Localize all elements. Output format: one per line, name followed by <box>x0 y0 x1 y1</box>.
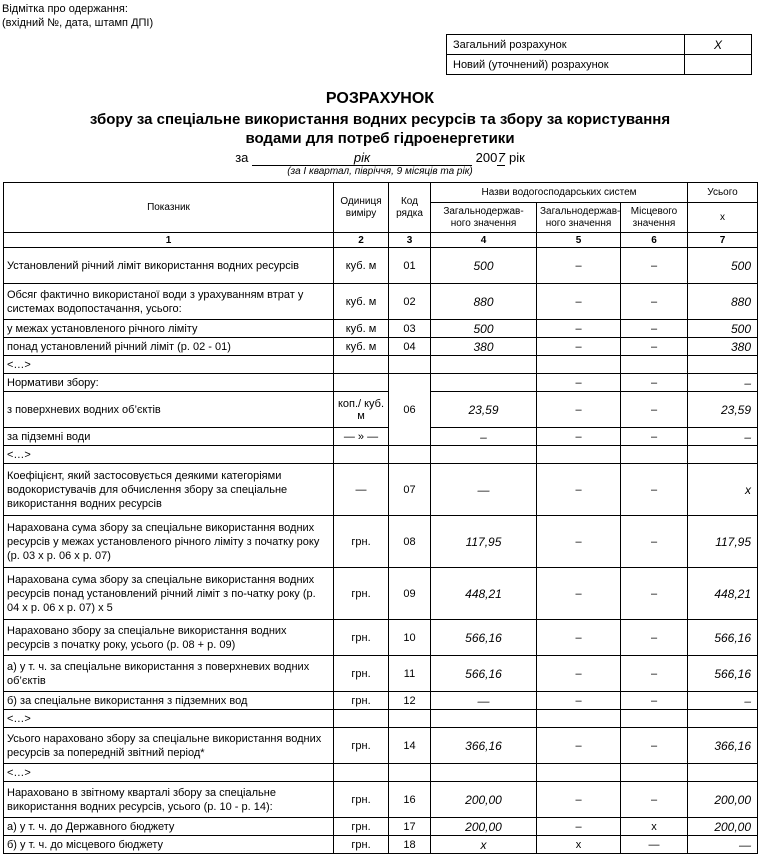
row-label: у межах установленого річного ліміту <box>4 320 334 338</box>
period-prefix: за <box>235 150 249 165</box>
row-value-national[interactable]: 448,21 <box>431 568 537 620</box>
row-code: 17 <box>389 818 431 836</box>
table-row <box>4 710 758 728</box>
table-row <box>4 284 758 320</box>
row-unit: куб. м <box>334 320 389 338</box>
row-label: Нараховано збору за спеціальне використання водних ресурсів з початку року, усього (р. 08 + р. 09) <box>4 620 334 656</box>
row-value-general[interactable]: – <box>537 248 621 284</box>
table-row <box>4 764 758 782</box>
row-code: 09 <box>389 568 431 620</box>
table-row <box>4 428 758 446</box>
row-value-total[interactable]: 880 <box>688 284 758 320</box>
row-code: 14 <box>389 728 431 764</box>
row-unit: — <box>334 464 389 516</box>
calculation-type-table <box>446 34 752 75</box>
general-calc-label: Загальний розрахунок <box>447 35 685 55</box>
table-row <box>4 692 758 710</box>
row-code: 12 <box>389 692 431 710</box>
row-value-general[interactable]: – <box>537 728 621 764</box>
row-code <box>389 356 431 374</box>
row-value-national[interactable]: — <box>431 692 537 710</box>
row-code: 04 <box>389 338 431 356</box>
row-value-general[interactable]: – <box>537 620 621 656</box>
col-number: 2 <box>334 233 389 248</box>
row-label: за підземні води <box>4 428 334 446</box>
row-value-total[interactable] <box>688 710 758 728</box>
receipt-mark-line2: (вхідний №, дата, штамп ДПІ) <box>2 17 154 29</box>
column-numbers-row <box>4 233 758 248</box>
row-value-general[interactable]: х <box>537 836 621 854</box>
row-label: б) за спеціальне використання з підземних вод <box>4 692 334 710</box>
row-code: 08 <box>389 516 431 568</box>
header-code: Код рядка <box>389 183 431 233</box>
row-unit: коп./ куб. м <box>334 392 389 428</box>
row-value-total[interactable] <box>688 764 758 782</box>
row-value-national[interactable]: 200,00 <box>431 818 537 836</box>
row-value-general[interactable]: – <box>537 374 621 392</box>
row-value-general[interactable] <box>537 446 621 464</box>
row-value-national[interactable]: 500 <box>431 248 537 284</box>
row-label: Обсяг фактично використаної води з урахуванням втрат у системах водопостачання, усього: <box>4 284 334 320</box>
general-calc-value[interactable]: X <box>685 35 752 55</box>
row-value-local[interactable]: – <box>621 692 688 710</box>
header-general: Загальнодержав-ного значення <box>537 203 621 233</box>
row-code: 11 <box>389 656 431 692</box>
table-row <box>4 356 758 374</box>
row-label: а) у т. ч. за спеціальне використання з поверхневих водних об’єктів <box>4 656 334 692</box>
row-value-general[interactable]: – <box>537 568 621 620</box>
period-line <box>0 150 760 166</box>
header-total-mark: х <box>688 203 758 233</box>
new-calc-value[interactable] <box>685 55 752 75</box>
row-value-general[interactable]: – <box>537 428 621 446</box>
row-value-total[interactable] <box>688 356 758 374</box>
row-value-total[interactable]: х <box>688 464 758 516</box>
row-code: 01 <box>389 248 431 284</box>
subtitle-line2: водами для потреб гідроенергетики <box>245 130 515 147</box>
row-unit <box>334 446 389 464</box>
row-value-local[interactable]: – <box>621 392 688 428</box>
row-unit: грн. <box>334 568 389 620</box>
header-national: Загальнодержав-ного значення <box>431 203 537 233</box>
row-value-national[interactable]: 117,95 <box>431 516 537 568</box>
row-label: з поверхневих водних об’єктів <box>4 392 334 428</box>
row-unit <box>334 374 389 392</box>
row-label: понад установлений річний ліміт (р. 02 - 01) <box>4 338 334 356</box>
header-total: Усього <box>688 183 758 203</box>
col-number: 1 <box>4 233 334 248</box>
row-unit: грн. <box>334 782 389 818</box>
row-value-local[interactable]: — <box>621 836 688 854</box>
row-value-general[interactable] <box>537 356 621 374</box>
row-value-national[interactable]: – <box>431 428 537 446</box>
row-value-local[interactable]: – <box>621 782 688 818</box>
row-unit: — » — <box>334 428 389 446</box>
row-unit <box>334 710 389 728</box>
row-label: Коефіцієнт, який застосовується деякими категоріями водокористувачів для обчислення збору за спеціальне використання водних ресурсів <box>4 464 334 516</box>
header-systems: Назви водогосподарських систем <box>431 183 688 203</box>
period-note: (за І квартал, півріччя, 9 місяців та рік) <box>287 166 473 177</box>
row-value-national[interactable] <box>431 710 537 728</box>
row-unit: грн. <box>334 516 389 568</box>
row-value-local[interactable]: – <box>621 374 688 392</box>
table-row <box>4 620 758 656</box>
header-local: Місцевого значення <box>621 203 688 233</box>
row-value-local[interactable]: – <box>621 516 688 568</box>
year-handwritten[interactable]: 7 <box>497 150 505 165</box>
row-unit: грн. <box>334 836 389 854</box>
row-value-total[interactable]: 500 <box>688 248 758 284</box>
row-value-national[interactable] <box>431 356 537 374</box>
subtitle-line1: збору за спеціальне використання водних ресурсів та збору за користування <box>89 111 671 128</box>
row-value-local[interactable] <box>621 764 688 782</box>
row-unit: куб. м <box>334 248 389 284</box>
row-code <box>389 446 431 464</box>
row-value-general[interactable]: – <box>537 464 621 516</box>
table-row <box>4 836 758 854</box>
row-value-general[interactable]: – <box>537 516 621 568</box>
row-unit: грн. <box>334 692 389 710</box>
row-value-national[interactable]: х <box>431 836 537 854</box>
row-value-total[interactable]: — <box>688 836 758 854</box>
col-number: 3 <box>389 233 431 248</box>
table-row <box>4 464 758 516</box>
row-value-local[interactable]: – <box>621 464 688 516</box>
page-subtitle <box>0 110 760 148</box>
calculation-table <box>3 182 758 854</box>
row-unit <box>334 764 389 782</box>
year-printed: 200 <box>475 150 498 165</box>
row-label: Установлений річний ліміт використання водних ресурсів <box>4 248 334 284</box>
new-calc-label: Новий (уточнений) розрахунок <box>447 55 685 75</box>
row-value-general[interactable]: – <box>537 338 621 356</box>
row-code: 18 <box>389 836 431 854</box>
header-indicator: Показник <box>4 183 334 233</box>
row-value-local[interactable] <box>621 710 688 728</box>
table-body <box>4 248 758 854</box>
row-value-national[interactable]: 380 <box>431 338 537 356</box>
table-row <box>4 392 758 428</box>
row-code <box>389 764 431 782</box>
col-number: 4 <box>431 233 537 248</box>
table-row <box>4 818 758 836</box>
receipt-mark <box>2 2 153 30</box>
row-unit: грн. <box>334 818 389 836</box>
row-value-total[interactable]: 380 <box>688 338 758 356</box>
row-value-total[interactable]: 117,95 <box>688 516 758 568</box>
row-label: <…> <box>4 710 334 728</box>
row-value-national[interactable] <box>431 374 537 392</box>
period-value[interactable]: рік <box>252 150 472 166</box>
table-row <box>4 446 758 464</box>
receipt-mark-line1: Відмітка про одержання: <box>2 3 128 15</box>
table-row <box>4 656 758 692</box>
row-unit: грн. <box>334 656 389 692</box>
header-unit: Одиниця виміру <box>334 183 389 233</box>
row-value-national[interactable]: 200,00 <box>431 782 537 818</box>
page-title: РОЗРАХУНОК <box>325 90 435 107</box>
row-code: 02 <box>389 284 431 320</box>
row-value-local[interactable]: – <box>621 656 688 692</box>
row-unit: куб. м <box>334 284 389 320</box>
table-row <box>4 568 758 620</box>
row-code: 06 <box>389 374 431 446</box>
col-number: 5 <box>537 233 621 248</box>
row-value-local[interactable]: – <box>621 284 688 320</box>
table-row <box>4 782 758 818</box>
period-suffix: рік <box>508 150 525 165</box>
row-value-national[interactable]: 366,16 <box>431 728 537 764</box>
table-row <box>4 248 758 284</box>
row-value-total[interactable]: 500 <box>688 320 758 338</box>
row-value-general[interactable] <box>537 764 621 782</box>
col-number: 6 <box>621 233 688 248</box>
row-value-total[interactable]: – <box>688 692 758 710</box>
row-value-national[interactable]: 566,16 <box>431 656 537 692</box>
row-label: Нормативи збору: <box>4 374 334 392</box>
row-value-national[interactable]: 500 <box>431 320 537 338</box>
row-value-local[interactable] <box>621 446 688 464</box>
row-value-total[interactable]: 448,21 <box>688 568 758 620</box>
row-value-national[interactable]: 566,16 <box>431 620 537 656</box>
row-value-local[interactable] <box>621 356 688 374</box>
row-value-national[interactable]: 880 <box>431 284 537 320</box>
row-value-general[interactable]: – <box>537 656 621 692</box>
row-code: 16 <box>389 782 431 818</box>
row-value-total[interactable]: 566,16 <box>688 620 758 656</box>
row-value-general[interactable]: – <box>537 782 621 818</box>
table-row <box>4 728 758 764</box>
row-value-total[interactable] <box>688 446 758 464</box>
row-unit: грн. <box>334 728 389 764</box>
row-value-local[interactable]: – <box>621 728 688 764</box>
table-row <box>4 374 758 392</box>
row-value-local[interactable]: х <box>621 818 688 836</box>
row-label: <…> <box>4 764 334 782</box>
row-value-total[interactable]: 200,00 <box>688 782 758 818</box>
row-value-general[interactable]: – <box>537 284 621 320</box>
table-row <box>4 320 758 338</box>
row-code: 10 <box>389 620 431 656</box>
row-label: б) у т. ч. до місцевого бюджету <box>4 836 334 854</box>
row-value-total[interactable]: 566,16 <box>688 656 758 692</box>
row-code <box>389 710 431 728</box>
row-value-local[interactable]: – <box>621 338 688 356</box>
row-value-general[interactable] <box>537 710 621 728</box>
row-value-local[interactable]: – <box>621 428 688 446</box>
table-row <box>4 338 758 356</box>
row-value-general[interactable]: – <box>537 392 621 428</box>
row-unit <box>334 356 389 374</box>
row-label: Нарахована сума збору за спеціальне використання водних ресурсів у межах установленого річного ліміту з початку року (р. 03 х р. 06 х р. 07) <box>4 516 334 568</box>
row-label: Нарахована сума збору за спеціальне використання водних ресурсів понад установлений річний ліміт з по-чатку року (р. 04 х р. 06 х р. 07) х 5 <box>4 568 334 620</box>
row-label: а) у т. ч. до Державного бюджету <box>4 818 334 836</box>
row-value-total[interactable]: 366,16 <box>688 728 758 764</box>
row-unit: куб. м <box>334 338 389 356</box>
row-value-national[interactable]: — <box>431 464 537 516</box>
row-label: <…> <box>4 446 334 464</box>
table-row <box>4 516 758 568</box>
row-value-total[interactable]: – <box>688 428 758 446</box>
row-unit: грн. <box>334 620 389 656</box>
row-value-national[interactable] <box>431 446 537 464</box>
row-label: Нараховано в звітному кварталі збору за спеціальне використання водних ресурсів, усього (р. 10 - р. 14): <box>4 782 334 818</box>
row-value-local[interactable]: – <box>621 620 688 656</box>
row-value-general[interactable]: – <box>537 818 621 836</box>
row-code: 03 <box>389 320 431 338</box>
row-value-total[interactable]: 23,59 <box>688 392 758 428</box>
col-number: 7 <box>688 233 758 248</box>
row-code: 07 <box>389 464 431 516</box>
row-value-general[interactable]: – <box>537 320 621 338</box>
row-value-local[interactable]: – <box>621 568 688 620</box>
row-label: <…> <box>4 356 334 374</box>
row-value-general[interactable]: – <box>537 692 621 710</box>
row-value-total[interactable]: 200,00 <box>688 818 758 836</box>
row-value-local[interactable]: – <box>621 248 688 284</box>
row-value-local[interactable]: – <box>621 320 688 338</box>
row-label: Усього нараховано збору за спеціальне використання водних ресурсів за попередній звітний період* <box>4 728 334 764</box>
row-value-total[interactable]: – <box>688 374 758 392</box>
row-value-national[interactable] <box>431 764 537 782</box>
row-value-national[interactable]: 23,59 <box>431 392 537 428</box>
